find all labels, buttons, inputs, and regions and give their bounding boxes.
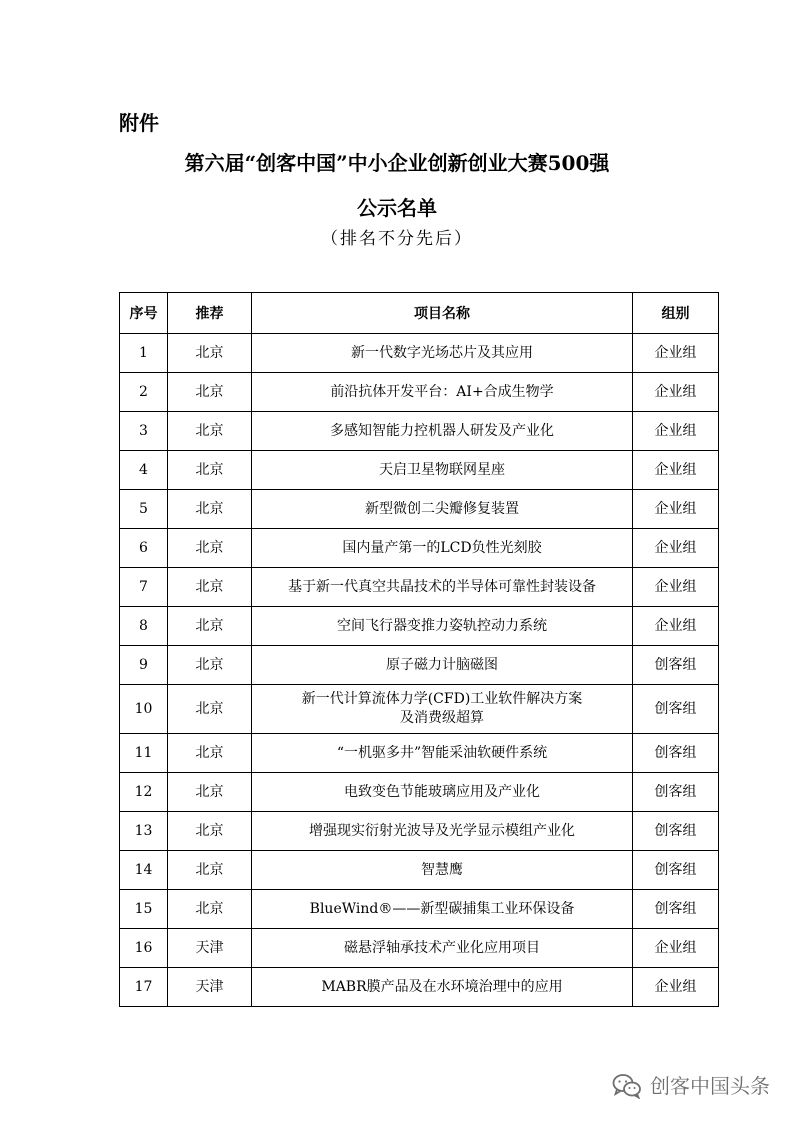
cell-region: 北京: [168, 851, 252, 890]
cell-no: 14: [120, 851, 168, 890]
cell-group: 企业组: [633, 451, 719, 490]
cell-project: 多感知智能力控机器人研发及产业化: [252, 412, 633, 451]
table-row: [120, 890, 719, 929]
cell-region: 北京: [168, 812, 252, 851]
cell-no: 2: [120, 373, 168, 412]
cell-region: 北京: [168, 490, 252, 529]
cell-project: “一机驱多井”智能采油软硬件系统: [252, 734, 633, 773]
cell-region: 北京: [168, 412, 252, 451]
cell-region: 北京: [168, 529, 252, 568]
table-row: [120, 568, 719, 607]
column-header-project: 项目名称: [252, 293, 633, 334]
cell-group: 企业组: [633, 529, 719, 568]
wechat-icon: [612, 1073, 642, 1099]
table-header-row: [120, 293, 719, 334]
cell-project: 增强现实衍射光波导及光学显示模组产业化: [252, 812, 633, 851]
cell-project: 基于新一代真空共晶技术的半导体可靠性封装设备: [252, 568, 633, 607]
cell-group: 企业组: [633, 568, 719, 607]
cell-group: 创客组: [633, 812, 719, 851]
cell-project: 新一代数字光场芯片及其应用: [252, 334, 633, 373]
page-title-line-2: 公示名单: [357, 196, 437, 220]
table-row: [120, 929, 719, 968]
cell-region: 北京: [168, 607, 252, 646]
attachment-label: 附件: [119, 111, 159, 135]
cell-group: 创客组: [633, 773, 719, 812]
cell-region: 北京: [168, 646, 252, 685]
table-row: [120, 373, 719, 412]
table-row: [120, 529, 719, 568]
table-row: [120, 451, 719, 490]
cell-group: 企业组: [633, 607, 719, 646]
page-title: 第六届“创客中国”中小企业创新创业大赛500强: [184, 151, 610, 175]
table-row: [120, 334, 719, 373]
cell-project: 原子磁力计脑磁图: [252, 646, 633, 685]
cell-project: 智慧鹰: [252, 851, 633, 890]
cell-project: 电致变色节能玻璃应用及产业化: [252, 773, 633, 812]
cell-no: 5: [120, 490, 168, 529]
cell-region: 北京: [168, 373, 252, 412]
table-row: [120, 968, 719, 1007]
watermark-text: 创客中国头条: [650, 1074, 770, 1098]
table-row: [120, 646, 719, 685]
cell-no: 9: [120, 646, 168, 685]
cell-no: 16: [120, 929, 168, 968]
cell-group: 创客组: [633, 851, 719, 890]
cell-no: 15: [120, 890, 168, 929]
cell-group: 企业组: [633, 412, 719, 451]
cell-group: 创客组: [633, 646, 719, 685]
cell-region: 北京: [168, 451, 252, 490]
cell-group: 创客组: [633, 890, 719, 929]
table-row: [120, 685, 719, 734]
cell-project-line-1: 新一代计算流体力学(CFD)工业软件解决方案: [301, 691, 583, 707]
cell-group: 企业组: [633, 373, 719, 412]
cell-no: 10: [120, 685, 168, 734]
cell-region: 北京: [168, 685, 252, 734]
table-row: [120, 773, 719, 812]
cell-group: 创客组: [633, 734, 719, 773]
column-header-region: 推荐: [168, 293, 252, 334]
cell-group: 企业组: [633, 334, 719, 373]
cell-project: [252, 685, 633, 734]
column-header-no: 序号: [120, 293, 168, 334]
watermark: [612, 1072, 770, 1100]
cell-project: 国内量产第一的LCD负性光刻胶: [252, 529, 633, 568]
cell-project: 磁悬浮轴承技术产业化应用项目: [252, 929, 633, 968]
cell-region: 北京: [168, 568, 252, 607]
table-row: [120, 812, 719, 851]
cell-project: 天启卫星物联网星座: [252, 451, 633, 490]
cell-project: BlueWind®——新型碳捕集工业环保设备: [252, 890, 633, 929]
cell-no: 17: [120, 968, 168, 1007]
cell-no: 8: [120, 607, 168, 646]
cell-project-line-2: 及消费级超算: [400, 710, 484, 726]
cell-region: 天津: [168, 968, 252, 1007]
cell-project: 新型微创二尖瓣修复装置: [252, 490, 633, 529]
cell-region: 北京: [168, 334, 252, 373]
cell-group: 企业组: [633, 490, 719, 529]
shortlist-table: [119, 292, 719, 1007]
table-row: [120, 412, 719, 451]
cell-no: 6: [120, 529, 168, 568]
table-row: [120, 607, 719, 646]
cell-no: 3: [120, 412, 168, 451]
cell-no: 12: [120, 773, 168, 812]
cell-no: 1: [120, 334, 168, 373]
cell-region: 北京: [168, 773, 252, 812]
cell-no: 7: [120, 568, 168, 607]
cell-project: MABR膜产品及在水环境治理中的应用: [252, 968, 633, 1007]
cell-project: 前沿抗体开发平台：AI+合成生物学: [252, 373, 633, 412]
cell-group: 企业组: [633, 968, 719, 1007]
cell-no: 11: [120, 734, 168, 773]
page-subtitle: （排名不分先后）: [321, 229, 473, 249]
table-row: [120, 490, 719, 529]
cell-region: 北京: [168, 734, 252, 773]
cell-region: 北京: [168, 890, 252, 929]
table-row: [120, 851, 719, 890]
cell-no: 13: [120, 812, 168, 851]
column-header-group: 组别: [633, 293, 719, 334]
cell-group: 创客组: [633, 685, 719, 734]
cell-group: 企业组: [633, 929, 719, 968]
table-row: [120, 734, 719, 773]
cell-no: 4: [120, 451, 168, 490]
cell-region: 天津: [168, 929, 252, 968]
cell-project: 空间飞行器变推力姿轨控动力系统: [252, 607, 633, 646]
